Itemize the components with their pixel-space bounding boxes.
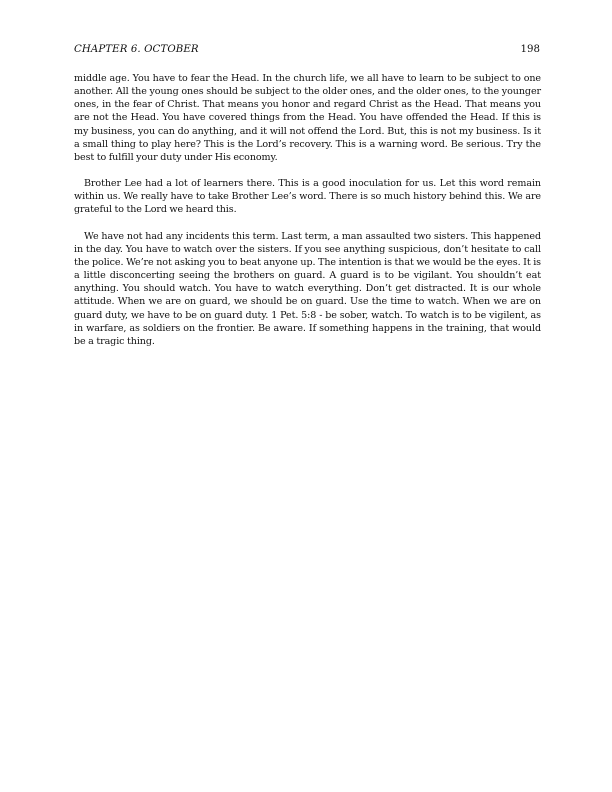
paragraph: middle age. You have to fear the Head. In the church life, we all have to learn to be subject to one another. All the young ones should be subject to the older ones, and the older ones, to the younger ones, in the fear of Christ. That means you honor and regard Christ as the Head. That means you are not the Head. You have covered things from the Head. You have offended the Head. If this is my business, you can do anything, and it will not offend the Lord. But, this is not my business. Is it a small thing to play here? This is the Lord’s recovery. This is a warning word. Be serious. Try the best to fulfill your duty under His economy.	[74, 73, 541, 163]
chapter-title: CHAPTER 6. OCTOBER	[74, 44, 199, 55]
paragraph: We have not had any incidents this term. Last term, a man assaulted two sisters. This happened in the day. You have to watch over the sisters. If you see anything suspicious, don’t hesitate to call the police. We’re not asking you to beat anyone up. The intention is that we would be the eyes. It is a little disconcerting seeing the brothers on guard. A guard is to be vigilant. You shouldn’t eat anything. You should watch. You have to watch everything. Don’t get distracted. It is our whole attitude. When we are on guard, we should be on guard. Use the time to watch. When we are on guard duty, we have to be on guard duty. 1 Pet. 5:8 - be sober, watch. To watch is to be vigilent, as in warfare, as soldiers on the frontier. Be aware. If something happens in the training, that would be a tragic thing.	[74, 230, 541, 347]
paragraph: Brother Lee had a lot of learners there. This is a good inoculation for us. Let this word remain within us. We really have to take Brother Lee’s word. There is so much history behind this. We are grateful to the Lord we heard this.	[74, 178, 541, 216]
page-number: 198	[520, 44, 540, 55]
running-header	[74, 43, 540, 57]
page-body	[74, 72, 541, 361]
